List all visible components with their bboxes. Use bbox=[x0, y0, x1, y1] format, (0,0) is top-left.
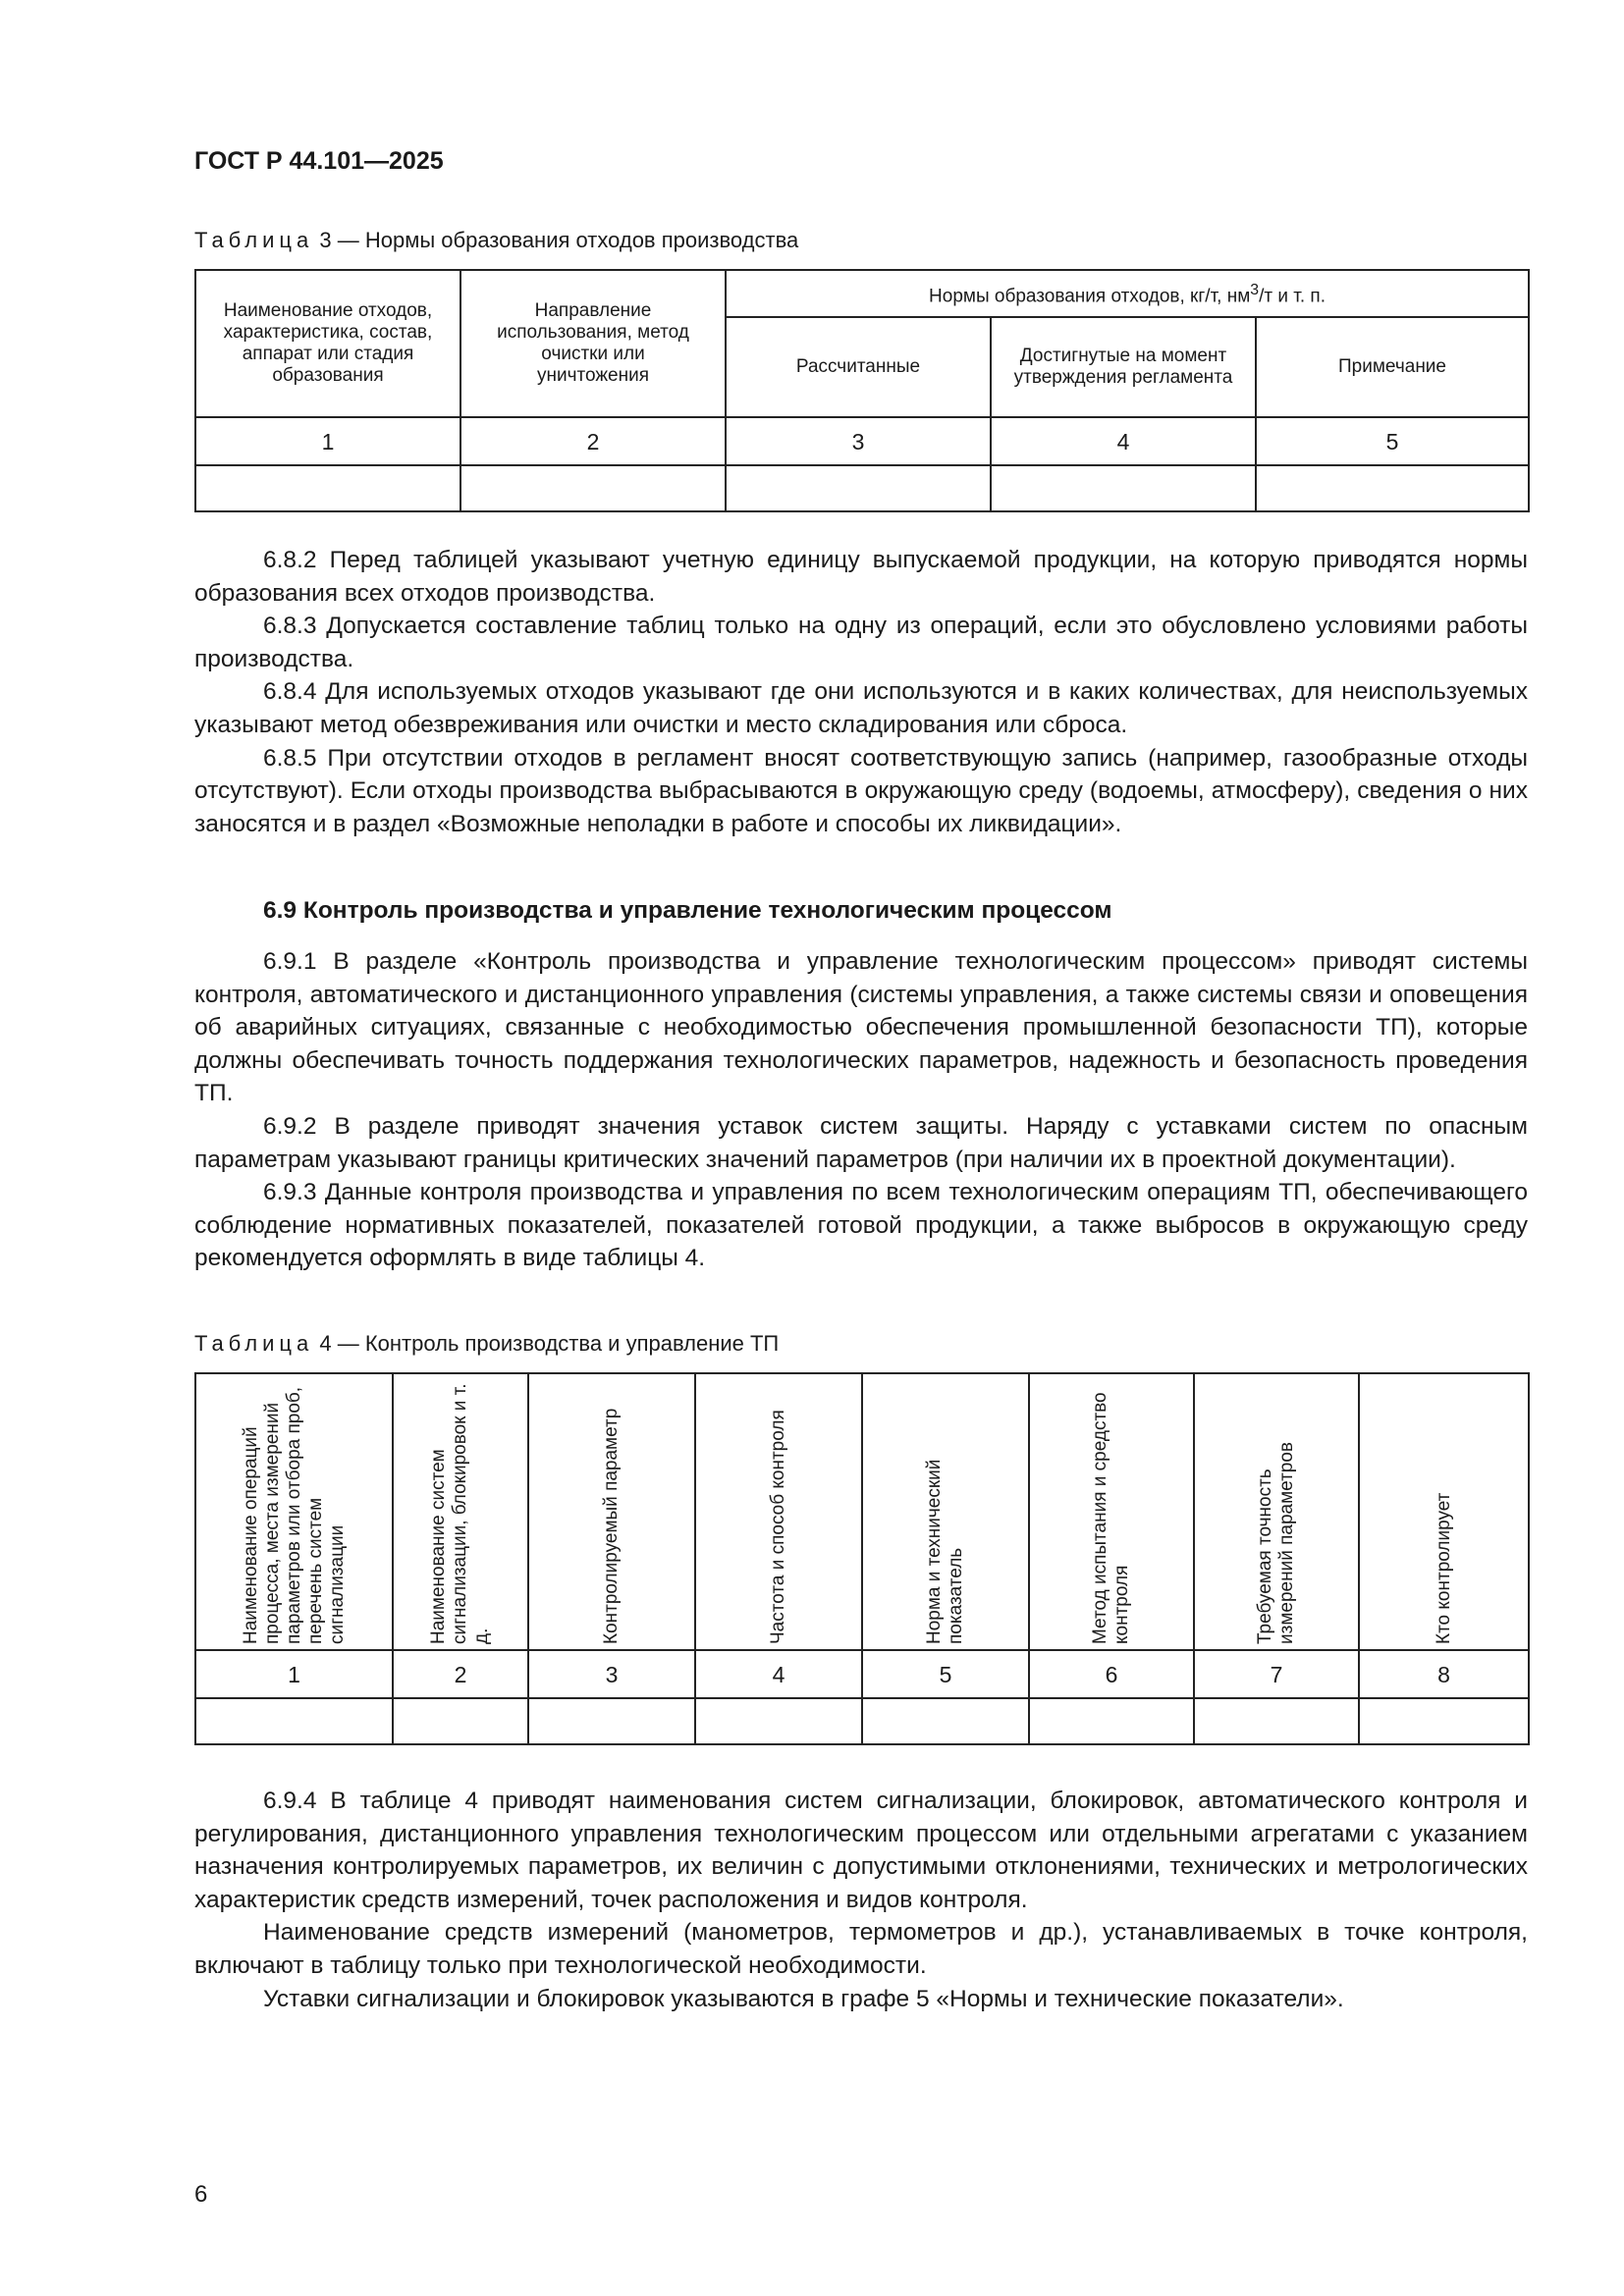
norms-group-tail: /т и т. п. bbox=[1259, 286, 1326, 307]
table-4-empty-cell bbox=[195, 1698, 393, 1744]
paragraph-6-8-3: 6.8.3 Допускается составление таблиц только на одну из операций, если это обусловлено условиями работы производства. bbox=[194, 613, 1528, 672]
table-3-empty-cell bbox=[726, 465, 991, 511]
header-text: Метод испытания и средство контроля bbox=[1090, 1392, 1132, 1644]
table-4-header-operations bbox=[195, 1373, 393, 1650]
table-3-number-cell: 5 bbox=[1256, 417, 1529, 465]
paragraph-alarm-settings: Уставки сигнализации и блокировок указываются в графе 5 «Нормы и технические показатели». bbox=[263, 1985, 1344, 2012]
header-text: Норма и технический показатель bbox=[924, 1459, 966, 1644]
table-3 bbox=[194, 269, 1530, 512]
table-4-number-cell: 6 bbox=[1029, 1650, 1194, 1698]
header-text: Наименование систем сигнализации, блокировок и т. д. bbox=[428, 1383, 492, 1644]
header-text: Требуемая точность измерений параметров bbox=[1255, 1441, 1297, 1644]
table-4-header-norm bbox=[862, 1373, 1029, 1650]
table-3-empty-cell bbox=[195, 465, 460, 511]
table-4-caption bbox=[194, 1331, 779, 1357]
table-4-empty-cell bbox=[528, 1698, 695, 1744]
table-4-number-cell: 8 bbox=[1359, 1650, 1529, 1698]
table-3-number-cell: 1 bbox=[195, 417, 460, 465]
table-3-empty-cell bbox=[991, 465, 1256, 511]
table-3-number-cell: 4 bbox=[991, 417, 1256, 465]
table-3-header-note: Примечание bbox=[1256, 317, 1529, 417]
table-3-empty-cell bbox=[1256, 465, 1529, 511]
table-4-caption-prefix: Таблица bbox=[194, 1331, 314, 1356]
table-3-header-calculated: Рассчитанные bbox=[726, 317, 991, 417]
table-4-number-cell: 7 bbox=[1194, 1650, 1359, 1698]
paragraph-6-8-2: 6.8.2 Перед таблицей указывают учетную единицу выпускаемой продукции, на которую приводятся нормы образования всех отходов производства. bbox=[194, 547, 1528, 607]
table-4-caption-title: 4 — Контроль производства и управление ТП bbox=[313, 1331, 780, 1356]
table-4-number-cell: 2 bbox=[393, 1650, 528, 1698]
table-3-header-waste-name: Наименование отходов, характеристика, состав, аппарат или стадия образования bbox=[195, 270, 460, 417]
table-4-header-alarm-systems bbox=[393, 1373, 528, 1650]
table-4-empty-cell bbox=[1359, 1698, 1529, 1744]
table-3-caption-title: 3 — Нормы образования отходов производства bbox=[313, 228, 799, 252]
table-3-empty-cell bbox=[460, 465, 726, 511]
paragraph-6-9-2: 6.9.2 В разделе приводят значения уставок систем защиты. Наряду с уставками систем по опасным параметрам указывают границы критических значений параметров (при наличии их в проектной документации). bbox=[194, 1112, 1528, 1173]
table-4-header-control-frequency bbox=[695, 1373, 862, 1650]
table-4-number-cell: 5 bbox=[862, 1650, 1029, 1698]
table-3-number-cell: 3 bbox=[726, 417, 991, 465]
table-4-empty-cell bbox=[862, 1698, 1029, 1744]
table-3-caption bbox=[194, 228, 798, 253]
header-text: Частота и способ контроля bbox=[768, 1410, 788, 1644]
table-4-header-controller bbox=[1359, 1373, 1529, 1650]
norms-group-sup: 3 bbox=[1250, 281, 1260, 298]
paragraph-6-8-5: 6.8.5 При отсутствии отходов в регламент вносят соответствующую запись (например, газообразные отходы отсутствуют). Если отходы производства выбрасываются в окружающую среду (водоемы, атмосферу), сведения о них заносятся и в раздел «Возможные неполадки в работе и способы их ликвидации». bbox=[194, 744, 1528, 837]
paragraph-6-9-3: 6.9.3 Данные контроля производства и управления по всем технологическим операциям ТП, обеспечивающего соблюдение нормативных показателей, показателей готовой продукции, а также выбросов в окружающую среду рекомендуется оформлять в виде таблицы 4. bbox=[194, 1179, 1528, 1272]
document-code: ГОСТ Р 44.101—2025 bbox=[194, 147, 444, 175]
paragraph-measuring-instruments: Наименование средств измерений (манометров, термометров и др.), устанавливаемых в точке контроля, включают в таблицу только при технологической необходимости. bbox=[194, 1919, 1528, 1979]
table-4 bbox=[194, 1372, 1530, 1745]
table-4-empty-cell bbox=[695, 1698, 862, 1744]
paragraph-6-8-4: 6.8.4 Для используемых отходов указывают где они используются и в каких количествах, для неиспользуемых указывают метод обезвреживания или очистки и место складирования или сброса. bbox=[194, 678, 1528, 738]
table-4-header-controlled-parameter bbox=[528, 1373, 695, 1650]
table-4-number-cell: 3 bbox=[528, 1650, 695, 1698]
table-4-empty-cell bbox=[1194, 1698, 1359, 1744]
header-text: Наименование операций процесса, места измерений параметров или отбора проб, перечень систем сигнализации bbox=[240, 1386, 348, 1644]
table-3-caption-prefix: Таблица bbox=[194, 228, 314, 252]
section-6-9-text bbox=[194, 945, 1528, 1275]
paragraph-6-9-1: 6.9.1 В разделе «Контроль производства и управление технологическим процессом» приводят системы контроля, автоматического и дистанционного управления (системы управления, а также системы связи и оповещения об аварийных ситуациях, связанные с необходимостью обеспечения промышленной безопасности ТП), которые должны обеспечивать точность поддержания технологических параметров, надежность и безопасность проведения ТП. bbox=[194, 948, 1528, 1107]
table-4-header-accuracy bbox=[1194, 1373, 1359, 1650]
table-4-header-test-method bbox=[1029, 1373, 1194, 1650]
section-6-8-text bbox=[194, 544, 1528, 840]
table-3-header-achieved: Достигнутые на момент утверждения регламента bbox=[991, 317, 1256, 417]
page-number: 6 bbox=[194, 2181, 208, 2208]
header-text: Кто контролирует bbox=[1433, 1492, 1454, 1644]
table-3-header-usage-direction: Направление использования, метод очистки или уничтожения bbox=[460, 270, 726, 417]
table-4-empty-cell bbox=[1029, 1698, 1194, 1744]
section-6-9-4-text bbox=[194, 1785, 1528, 2015]
section-6-9-heading: 6.9 Контроль производства и управление технологическим процессом bbox=[263, 897, 1112, 924]
paragraph-6-9-4: 6.9.4 В таблице 4 приводят наименования систем сигнализации, блокировок, автоматического контроля и регулирования, дистанционного управления технологическим процессом или отдельными агрегатами с указанием назначения контролируемых параметров, их величин с допустимыми отклонениями, технических и метрологических характеристик средств измерений, точек расположения и видов контроля. bbox=[194, 1788, 1528, 1913]
norms-group-label: Нормы образования отходов, кг/т, нм bbox=[929, 286, 1251, 307]
table-3-header-norms-group bbox=[726, 270, 1529, 317]
table-4-number-cell: 4 bbox=[695, 1650, 862, 1698]
table-3-number-cell: 2 bbox=[460, 417, 726, 465]
header-text: Контролируемый параметр bbox=[601, 1408, 622, 1644]
table-4-empty-cell bbox=[393, 1698, 528, 1744]
table-4-number-cell: 1 bbox=[195, 1650, 393, 1698]
